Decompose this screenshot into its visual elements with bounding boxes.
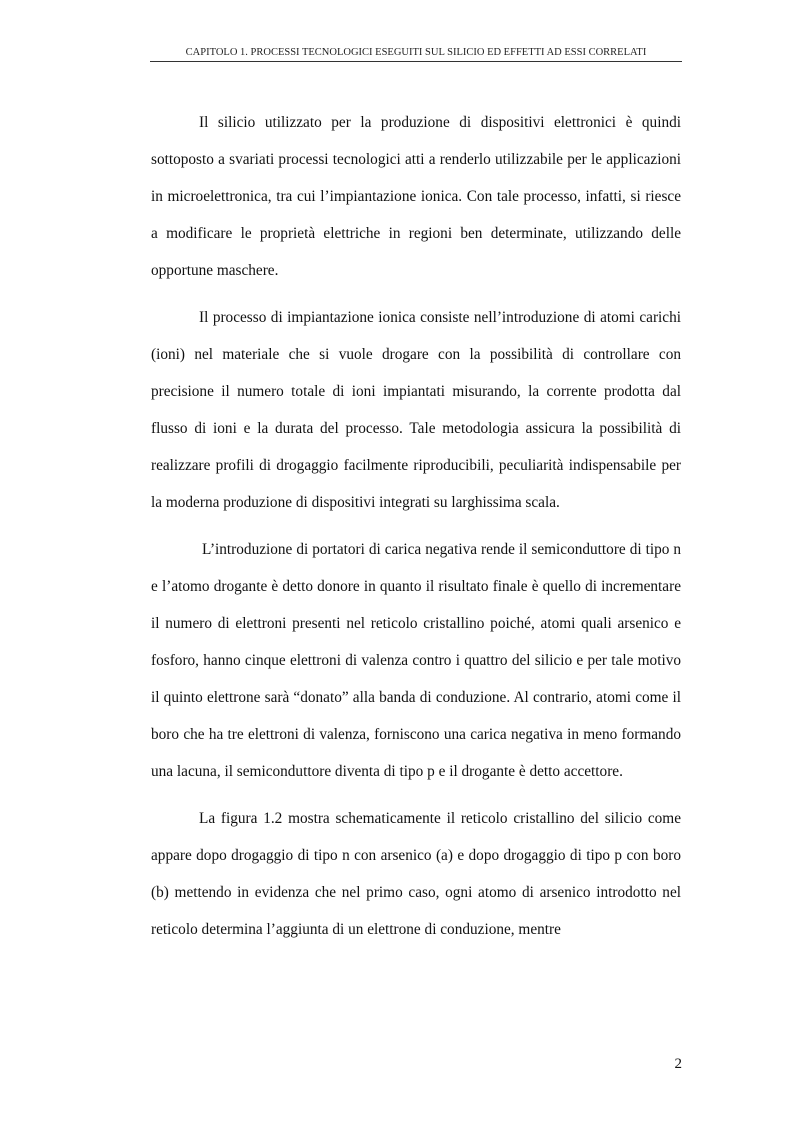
paragraph-doping-types: L’introduzione di portatori di carica negativa rende il semiconduttore di tipo n e l’atomo drogante è detto donore in quanto il risultato finale è quello di incrementare il numero di elettroni presenti nel reticolo cristallino poiché, atomi quali arsenico e fosforo, hanno cinque elettroni di valenza contro i quattro del silicio e per tale motivo il quinto elettrone sarà “donato” alla banda di conduzione. Al contrario, atomi come il boro che ha tre elettroni di valenza, forniscono una carica negativa in meno formando una lacuna, il semiconduttore diventa di tipo p e il drogante è detto accettore. [151, 541, 681, 780]
paragraph-ion-implantation: Il processo di impiantazione ionica consiste nell’introduzione di atomi carichi (ioni) nel materiale che si vuole drogare con la possibilità di controllare con precisione il numero totale di ioni impiantati misurando, la corrente prodotta dal flusso di ioni e la durata del processo. Tale metodologia assicura la possibilità di realizzare profili di drogaggio facilmente riproducibili, peculiarità indispensabile per la moderna produzione di dispositivi integrati su larghissima scala. [151, 309, 681, 511]
paragraph-silicon-processes: Il silicio utilizzato per la produzione di dispositivi elettronici è quindi sottoposto a svariati processi tecnologici atti a renderlo utilizzabile per le applicazioni in microelettronica, tra cui l’impiantazione ionica. Con tale processo, infatti, si riesce a modificare le proprietà elettriche in regioni ben determinate, utilizzando delle opportune maschere. [151, 114, 681, 279]
page-number: 2 [674, 1056, 682, 1072]
body-text [151, 104, 681, 958]
paragraph-figure-reference: La figura 1.2 mostra schematicamente il reticolo cristallino del silicio come appare dopo drogaggio di tipo n con arsenico (a) e dopo drogaggio di tipo p con boro (b) mettendo in evidenza che nel primo caso, ogni atomo di arsenico introdotto nel reticolo determina l’aggiunta di un elettrone di conduzione, mentre [151, 810, 681, 938]
running-header: CAPITOLO 1. PROCESSI TECNOLOGICI ESEGUITI SUL SILICIO ED EFFETTI AD ESSI CORRELATI [150, 47, 682, 62]
